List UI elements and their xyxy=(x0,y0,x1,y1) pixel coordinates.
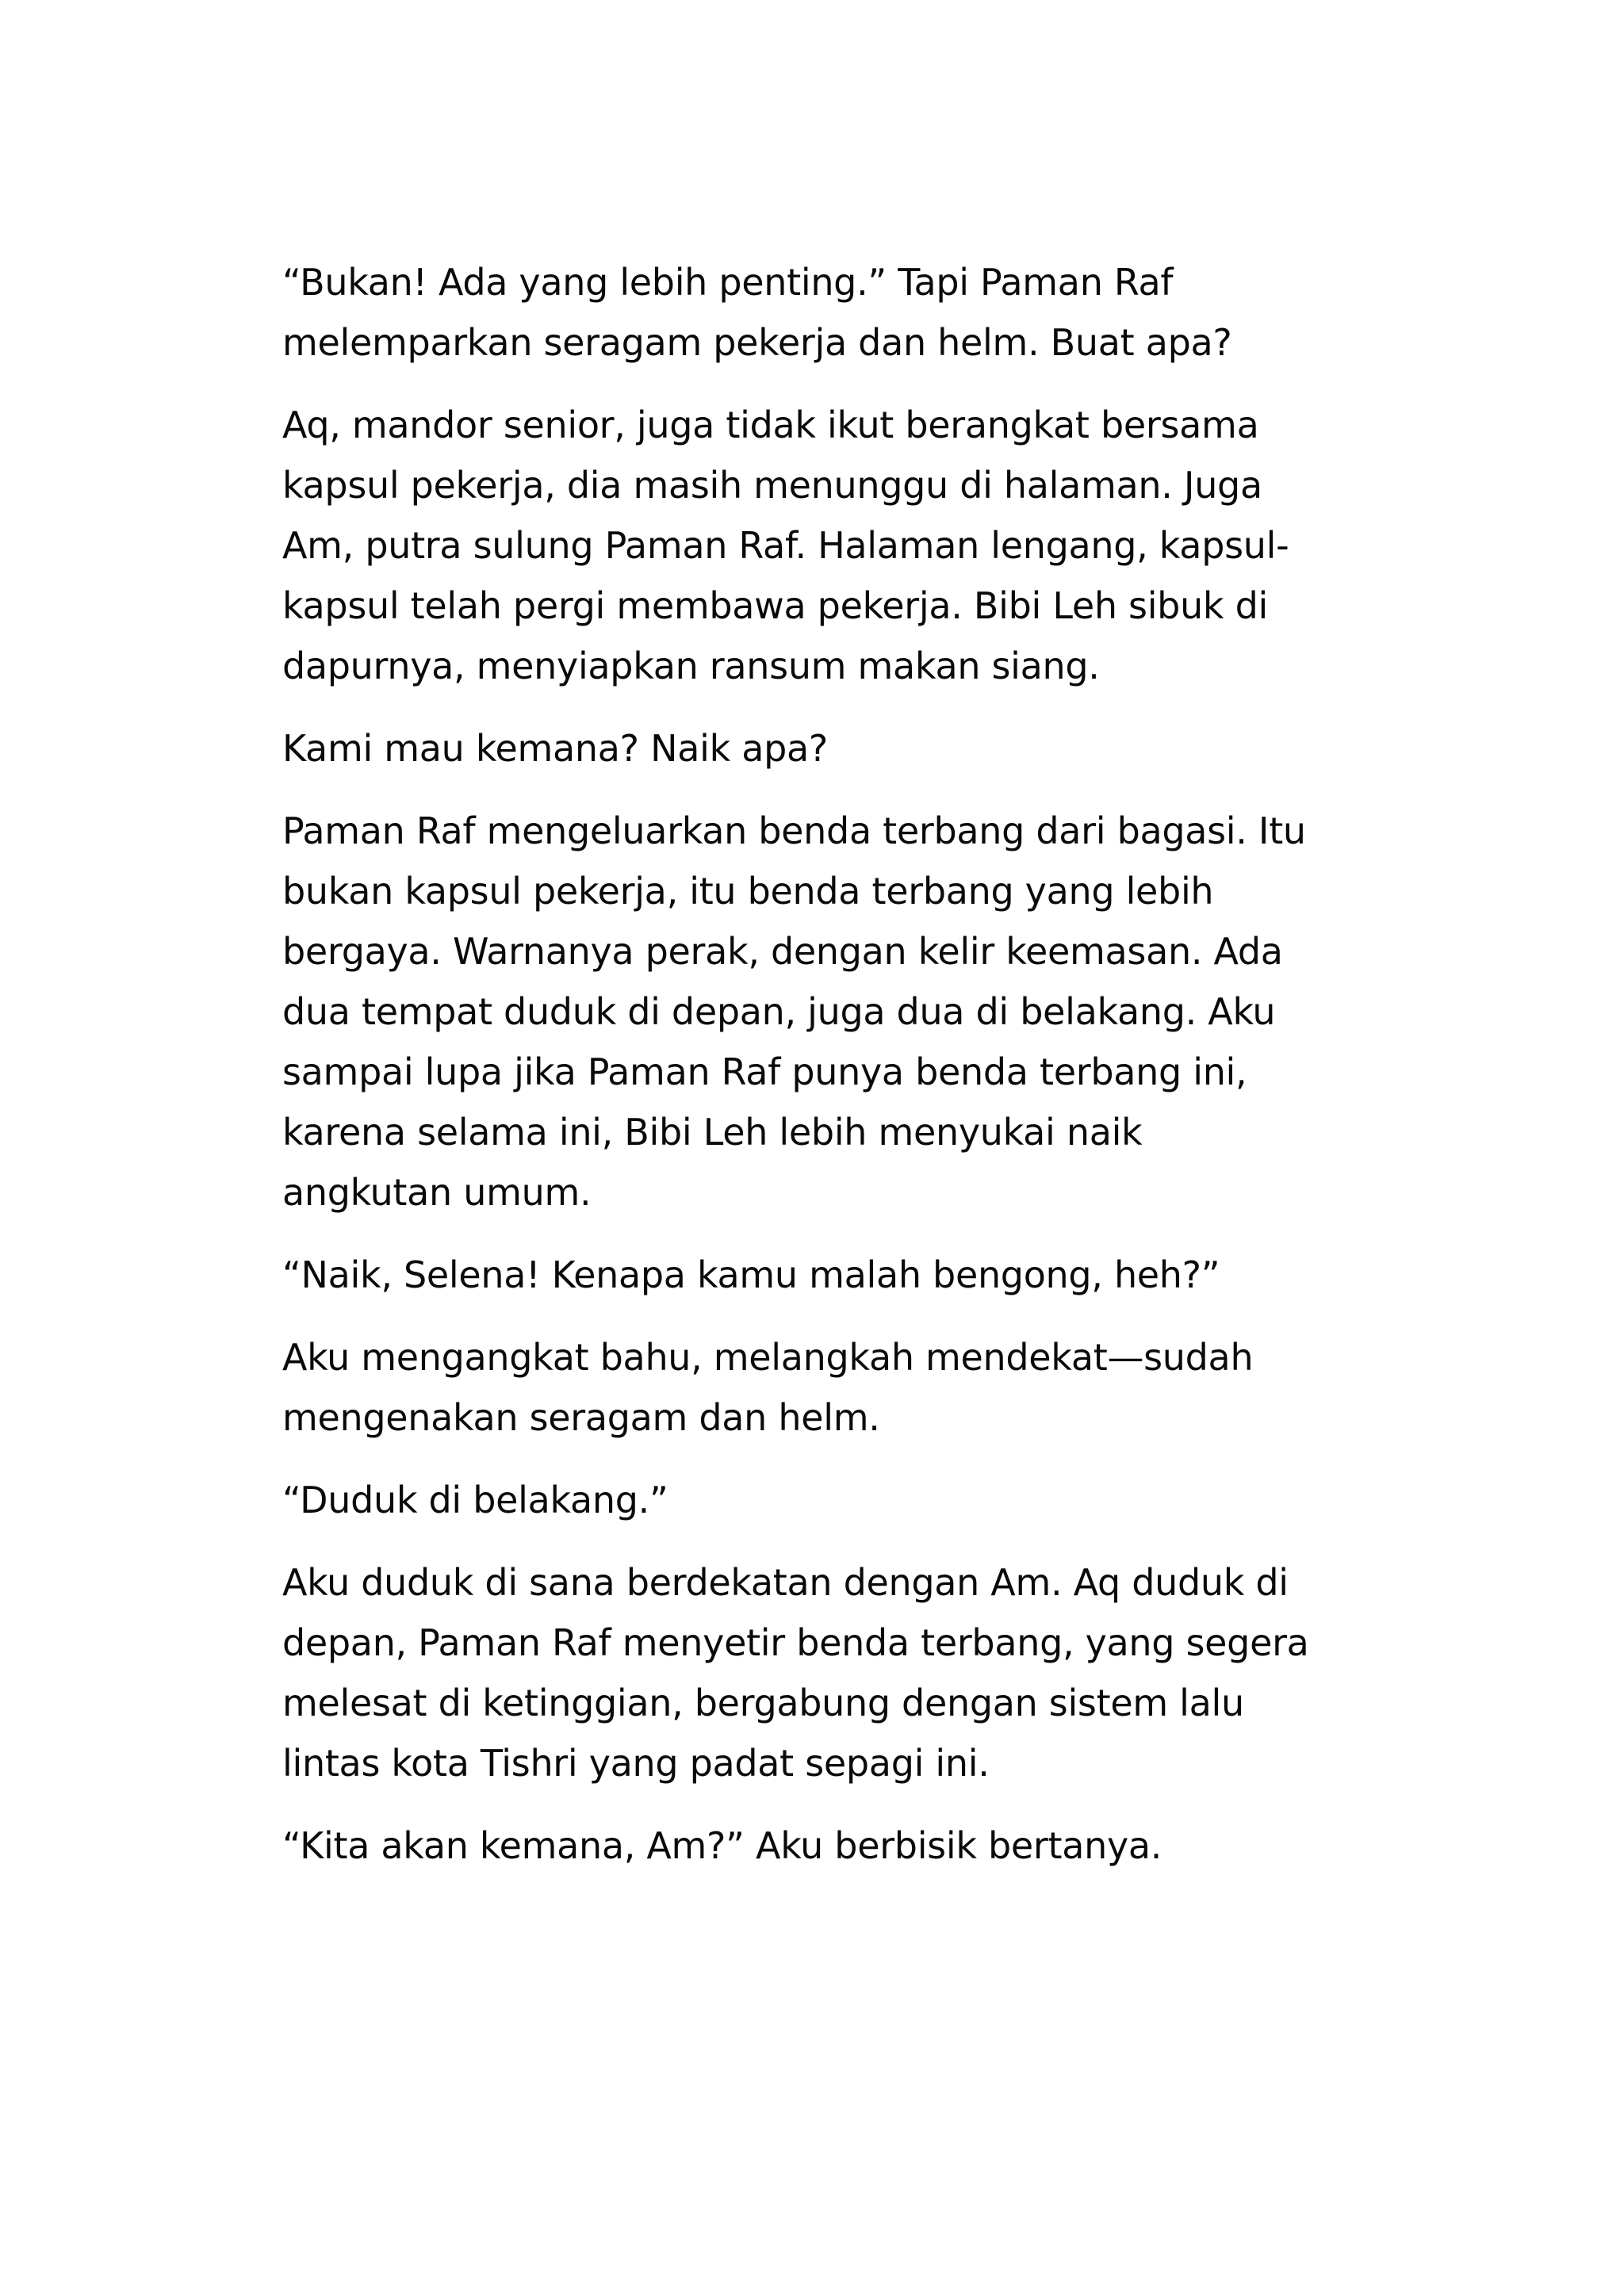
paragraph: Aku mengangkat bahu, melangkah mendekat—sudah mengenakan seragam dan helm. xyxy=(282,1336,1254,1439)
paragraph: “Naik, Selena! Kenapa kamu malah bengong, heh?” xyxy=(282,1253,1220,1296)
page-body-text xyxy=(282,252,1377,1898)
paragraph: “Kita akan kemana, Am?” Aku berbisik bertanya. xyxy=(282,1824,1162,1867)
paragraph: Paman Raf mengeluarkan benda terbang dari bagasi. Itu bukan kapsul pekerja, itu benda terbang yang lebih bergaya. Warnanya perak, dengan kelir keemasan. Ada dua tempat duduk di depan, juga dua di belakang. Aku sampai lupa jika Paman Raf punya benda terbang ini, karena selama ini, Bibi Leh lebih menyukai naik angkutan umum. xyxy=(282,809,1306,1214)
paragraph: Kami mau kemana? Naik apa? xyxy=(282,727,829,770)
paragraph: Aq, mandor senior, juga tidak ikut berangkat bersama kapsul pekerja, dia masih menunggu di halaman. Juga Am, putra sulung Paman Raf. Halaman lengang, kapsul- kapsul telah pergi membawa pekerja. Bibi Leh sibuk di dapurnya, menyiapkan ransum makan siang. xyxy=(282,404,1289,687)
paragraph: “Duduk di belakang.” xyxy=(282,1479,668,1521)
paragraph: “Bukan! Ada yang lebih penting.” Tapi Paman Raf melemparkan seragam pekerja dan helm. Buat apa? xyxy=(282,261,1232,364)
paragraph: Aku duduk di sana berdekatan dengan Am. Aq duduk di depan, Paman Raf menyetir benda terbang, yang segera melesat di ketinggian, bergabung dengan sistem lalu lintas kota Tishri yang padat sepagi ini. xyxy=(282,1561,1309,1785)
